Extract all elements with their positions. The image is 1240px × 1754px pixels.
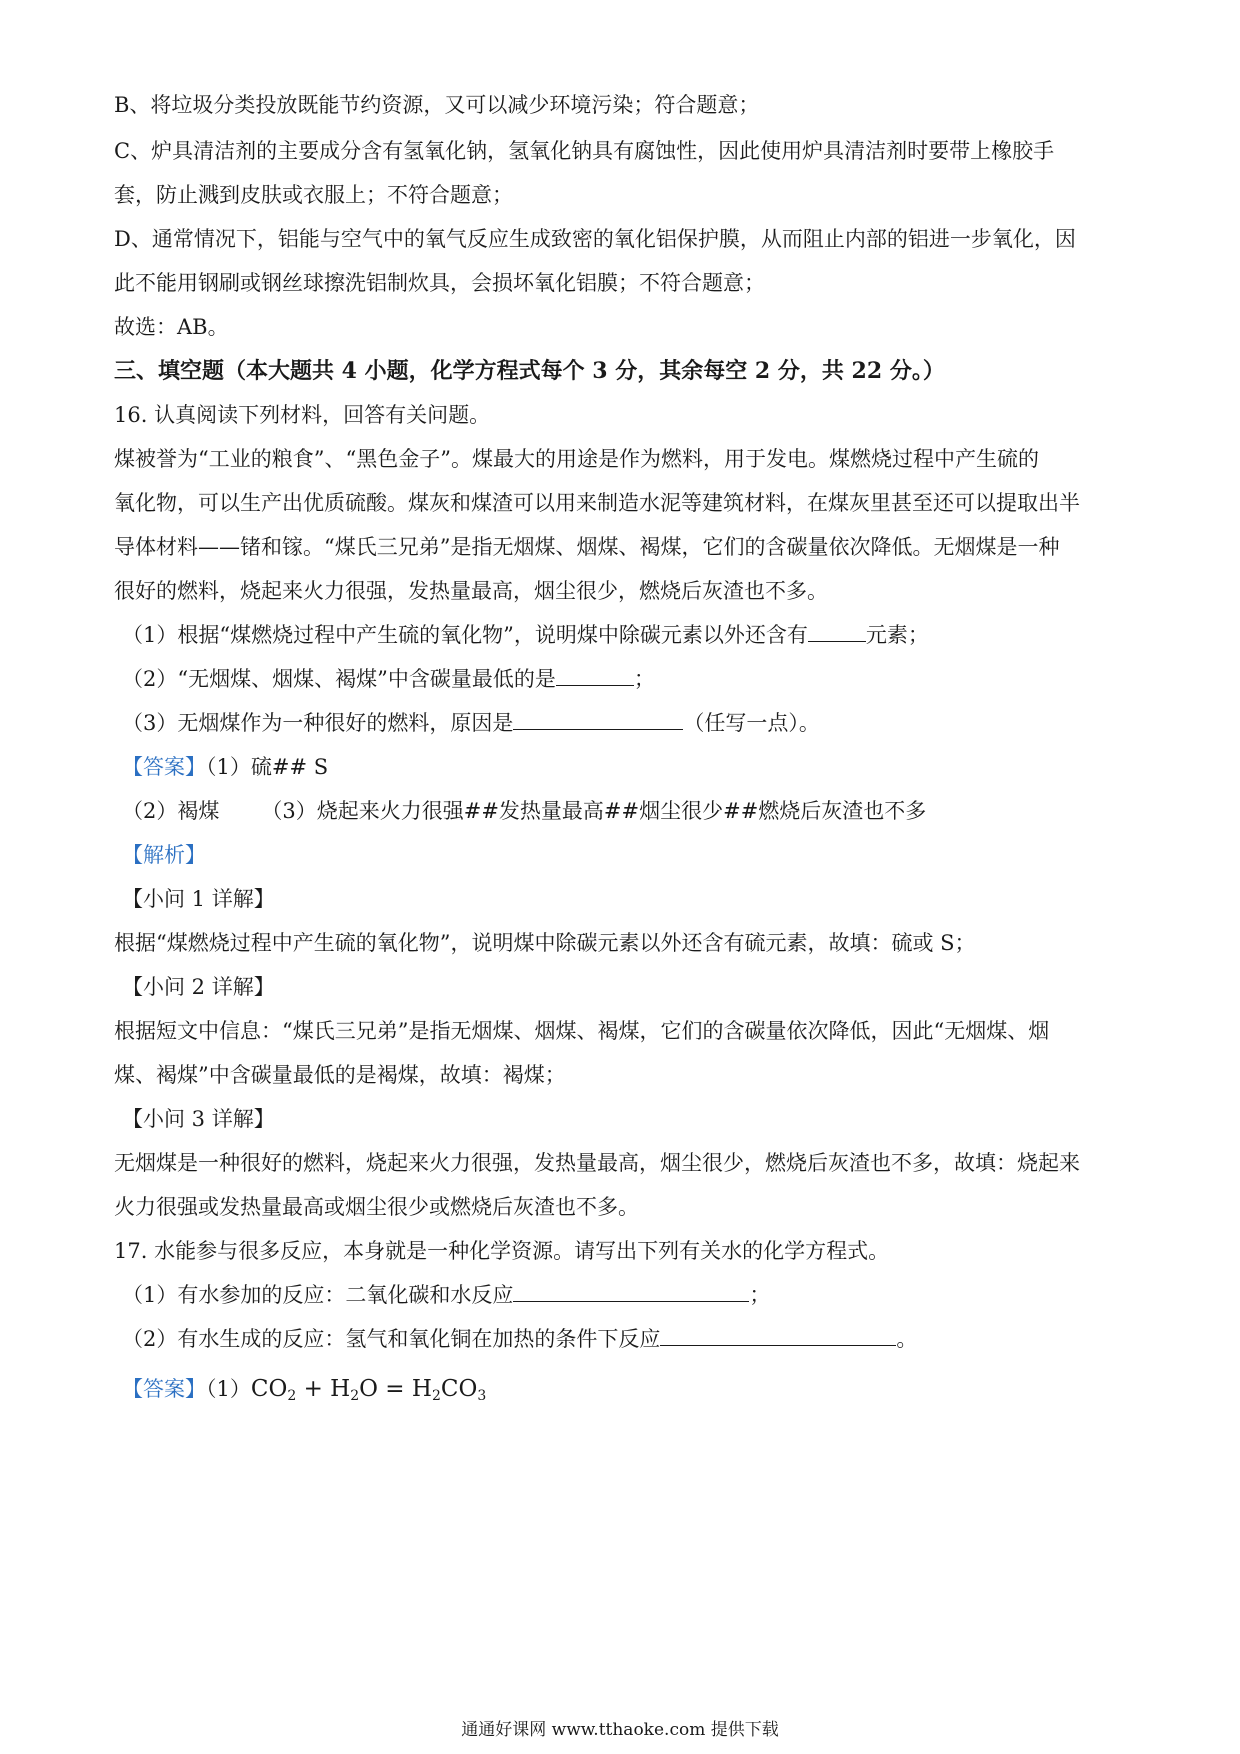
q16-answer-line: [122, 752, 1142, 782]
eq-o-equals-h: O = H: [359, 1376, 432, 1402]
q16-detail3-line-2: 火力很强或发热量最高或烟尘很少或燃烧后灰渣也不多。: [114, 1195, 639, 1219]
q16-detail1: 根据“煤燃烧过程中产生硫的氧化物”，说明煤中除碳元素以外还含有硫元素，故填：硫或 S；: [114, 931, 976, 955]
q16-answer-2: （2）褐煤: [122, 799, 220, 823]
q17-sub1: [122, 1280, 1142, 1310]
q16-sub2: [122, 664, 1142, 694]
q16-answer-3: （3）烧起来火力很强##发热量最高##烟尘很少##燃烧后灰渣也不多: [261, 799, 927, 823]
q16-material-line-2: 氧化物，可以生产出优质硫酸。煤灰和煤渣可以用来制造水泥等建筑材料，在煤灰里甚至还可以提取出半: [114, 491, 1080, 515]
q16-sub2-blank: [556, 665, 634, 686]
eq-plus-h: + H: [296, 1376, 351, 1402]
eq-co: CO: [440, 1376, 478, 1402]
q16-sub1-blank: [808, 621, 866, 642]
q16-sub3: [122, 708, 1142, 738]
q17-stem: 17. 水能参与很多反应，本身就是一种化学资源。请写出下列有关水的化学方程式。: [114, 1239, 890, 1263]
answer-choice-line: 故选：AB。: [114, 315, 229, 339]
q16-sub3-text: （3）无烟煤作为一种很好的燃料，原因是: [122, 711, 514, 735]
q16-sub2-text: （2）“无烟煤、烟煤、褐煤”中含碳量最低的是: [122, 667, 556, 691]
q16-material-line-3: 导体材料——锗和镓。“煤氏三兄弟”是指无烟煤、烟煤、褐煤，它们的含碳量依次降低。无烟煤是一种: [114, 535, 1060, 559]
q16-answer-line-2: [122, 796, 1142, 826]
q17-answer-line: [122, 1374, 1142, 1404]
q16-sub1-text: （1）根据“煤燃烧过程中产生硫的氧化物”，说明煤中除碳元素以外还含有: [122, 623, 808, 647]
option-d-line-2: 此不能用钢刷或钢丝球擦洗铝制炊具，会损坏氧化铝膜；不符合题意；: [114, 271, 765, 295]
eq-subscript: 2: [431, 1388, 441, 1404]
q16-answer-1: （1）硫## S: [206, 755, 329, 779]
q17-sub2-blank: [660, 1325, 896, 1346]
q16-stem: 16. 认真阅读下列材料，回答有关问题。: [114, 403, 491, 427]
option-c-line-1: C、炉具清洁剂的主要成分含有氢氧化钠，氢氧化钠具有腐蚀性，因此使用炉具清洁剂时要带上橡胶手: [114, 139, 1055, 163]
eq-co: CO: [250, 1376, 288, 1402]
q16-sub3-suffix: （任写一点）。: [683, 711, 820, 735]
chemical-equation: [251, 1376, 486, 1402]
q16-detail2-tag: 【小问 2 详解】: [122, 975, 275, 999]
q16-material-line-4: 很好的燃料，烧起来火力很强，发热量最高，烟尘很少，燃烧后灰渣也不多。: [114, 579, 828, 603]
q17-sub1-suffix: ；: [749, 1283, 771, 1307]
q17-answer-1-label: （1）: [206, 1377, 251, 1401]
option-c-line-2: 套，防止溅到皮肤或衣服上；不符合题意；: [114, 183, 513, 207]
q16-detail2-line-2: 煤、褐煤”中含碳量最低的是褐煤，故填：褐煤；: [114, 1063, 566, 1087]
q16-sub1: [122, 620, 1142, 650]
q16-detail3-tag: 【小问 3 详解】: [122, 1107, 275, 1131]
q17-sub1-text: （1）有水参加的反应：二氧化碳和水反应: [122, 1283, 514, 1307]
option-b-line: B、将垃圾分类投放既能节约资源，又可以减少环境污染；符合题意；: [114, 93, 760, 117]
eq-subscript: 3: [477, 1388, 487, 1404]
q16-sub3-blank: [513, 709, 683, 730]
eq-subscript: 2: [350, 1388, 360, 1404]
page-footer: 通通好课网 www.tthaoke.com 提供下载: [461, 1720, 779, 1740]
option-d-line-1: D、通常情况下，铝能与空气中的氧气反应生成致密的氧化铝保护膜，从而阻止内部的铝进一步氧化，因: [114, 227, 1076, 251]
q17-sub2-text: （2）有水生成的反应：氢气和氧化铜在加热的条件下反应: [122, 1327, 661, 1351]
answer-tag: 【答案】: [122, 755, 206, 779]
q17-sub2-suffix: 。: [896, 1327, 918, 1351]
q16-sub2-suffix: ；: [633, 667, 655, 691]
q17-sub1-blank: [513, 1281, 749, 1302]
analysis-tag: 【解析】: [122, 843, 206, 867]
q16-detail2-line-1: 根据短文中信息：“煤氏三兄弟”是指无烟煤、烟煤、褐煤，它们的含碳量依次降低，因此“无烟煤、烟: [114, 1019, 1050, 1043]
q16-detail1-tag: 【小问 1 详解】: [122, 887, 275, 911]
answer-tag: 【答案】: [122, 1377, 206, 1401]
q16-detail3-line-1: 无烟煤是一种很好的燃料，烧起来火力很强，发热量最高，烟尘很少，燃烧后灰渣也不多，故填：烧起来: [114, 1151, 1080, 1175]
eq-subscript: 2: [287, 1388, 297, 1404]
q16-sub1-suffix: 元素；: [865, 623, 929, 647]
q16-material-line-1: 煤被誉为“工业的粮食”、“黑色金子”。煤最大的用途是作为燃料，用于发电。煤燃烧过程中产生硫的: [114, 447, 1039, 471]
q17-sub2: [122, 1324, 1142, 1354]
section-3-heading: 三、填空题（本大题共 4 小题，化学方程式每个 3 分，其余每空 2 分，共 22 分。）: [114, 358, 945, 384]
